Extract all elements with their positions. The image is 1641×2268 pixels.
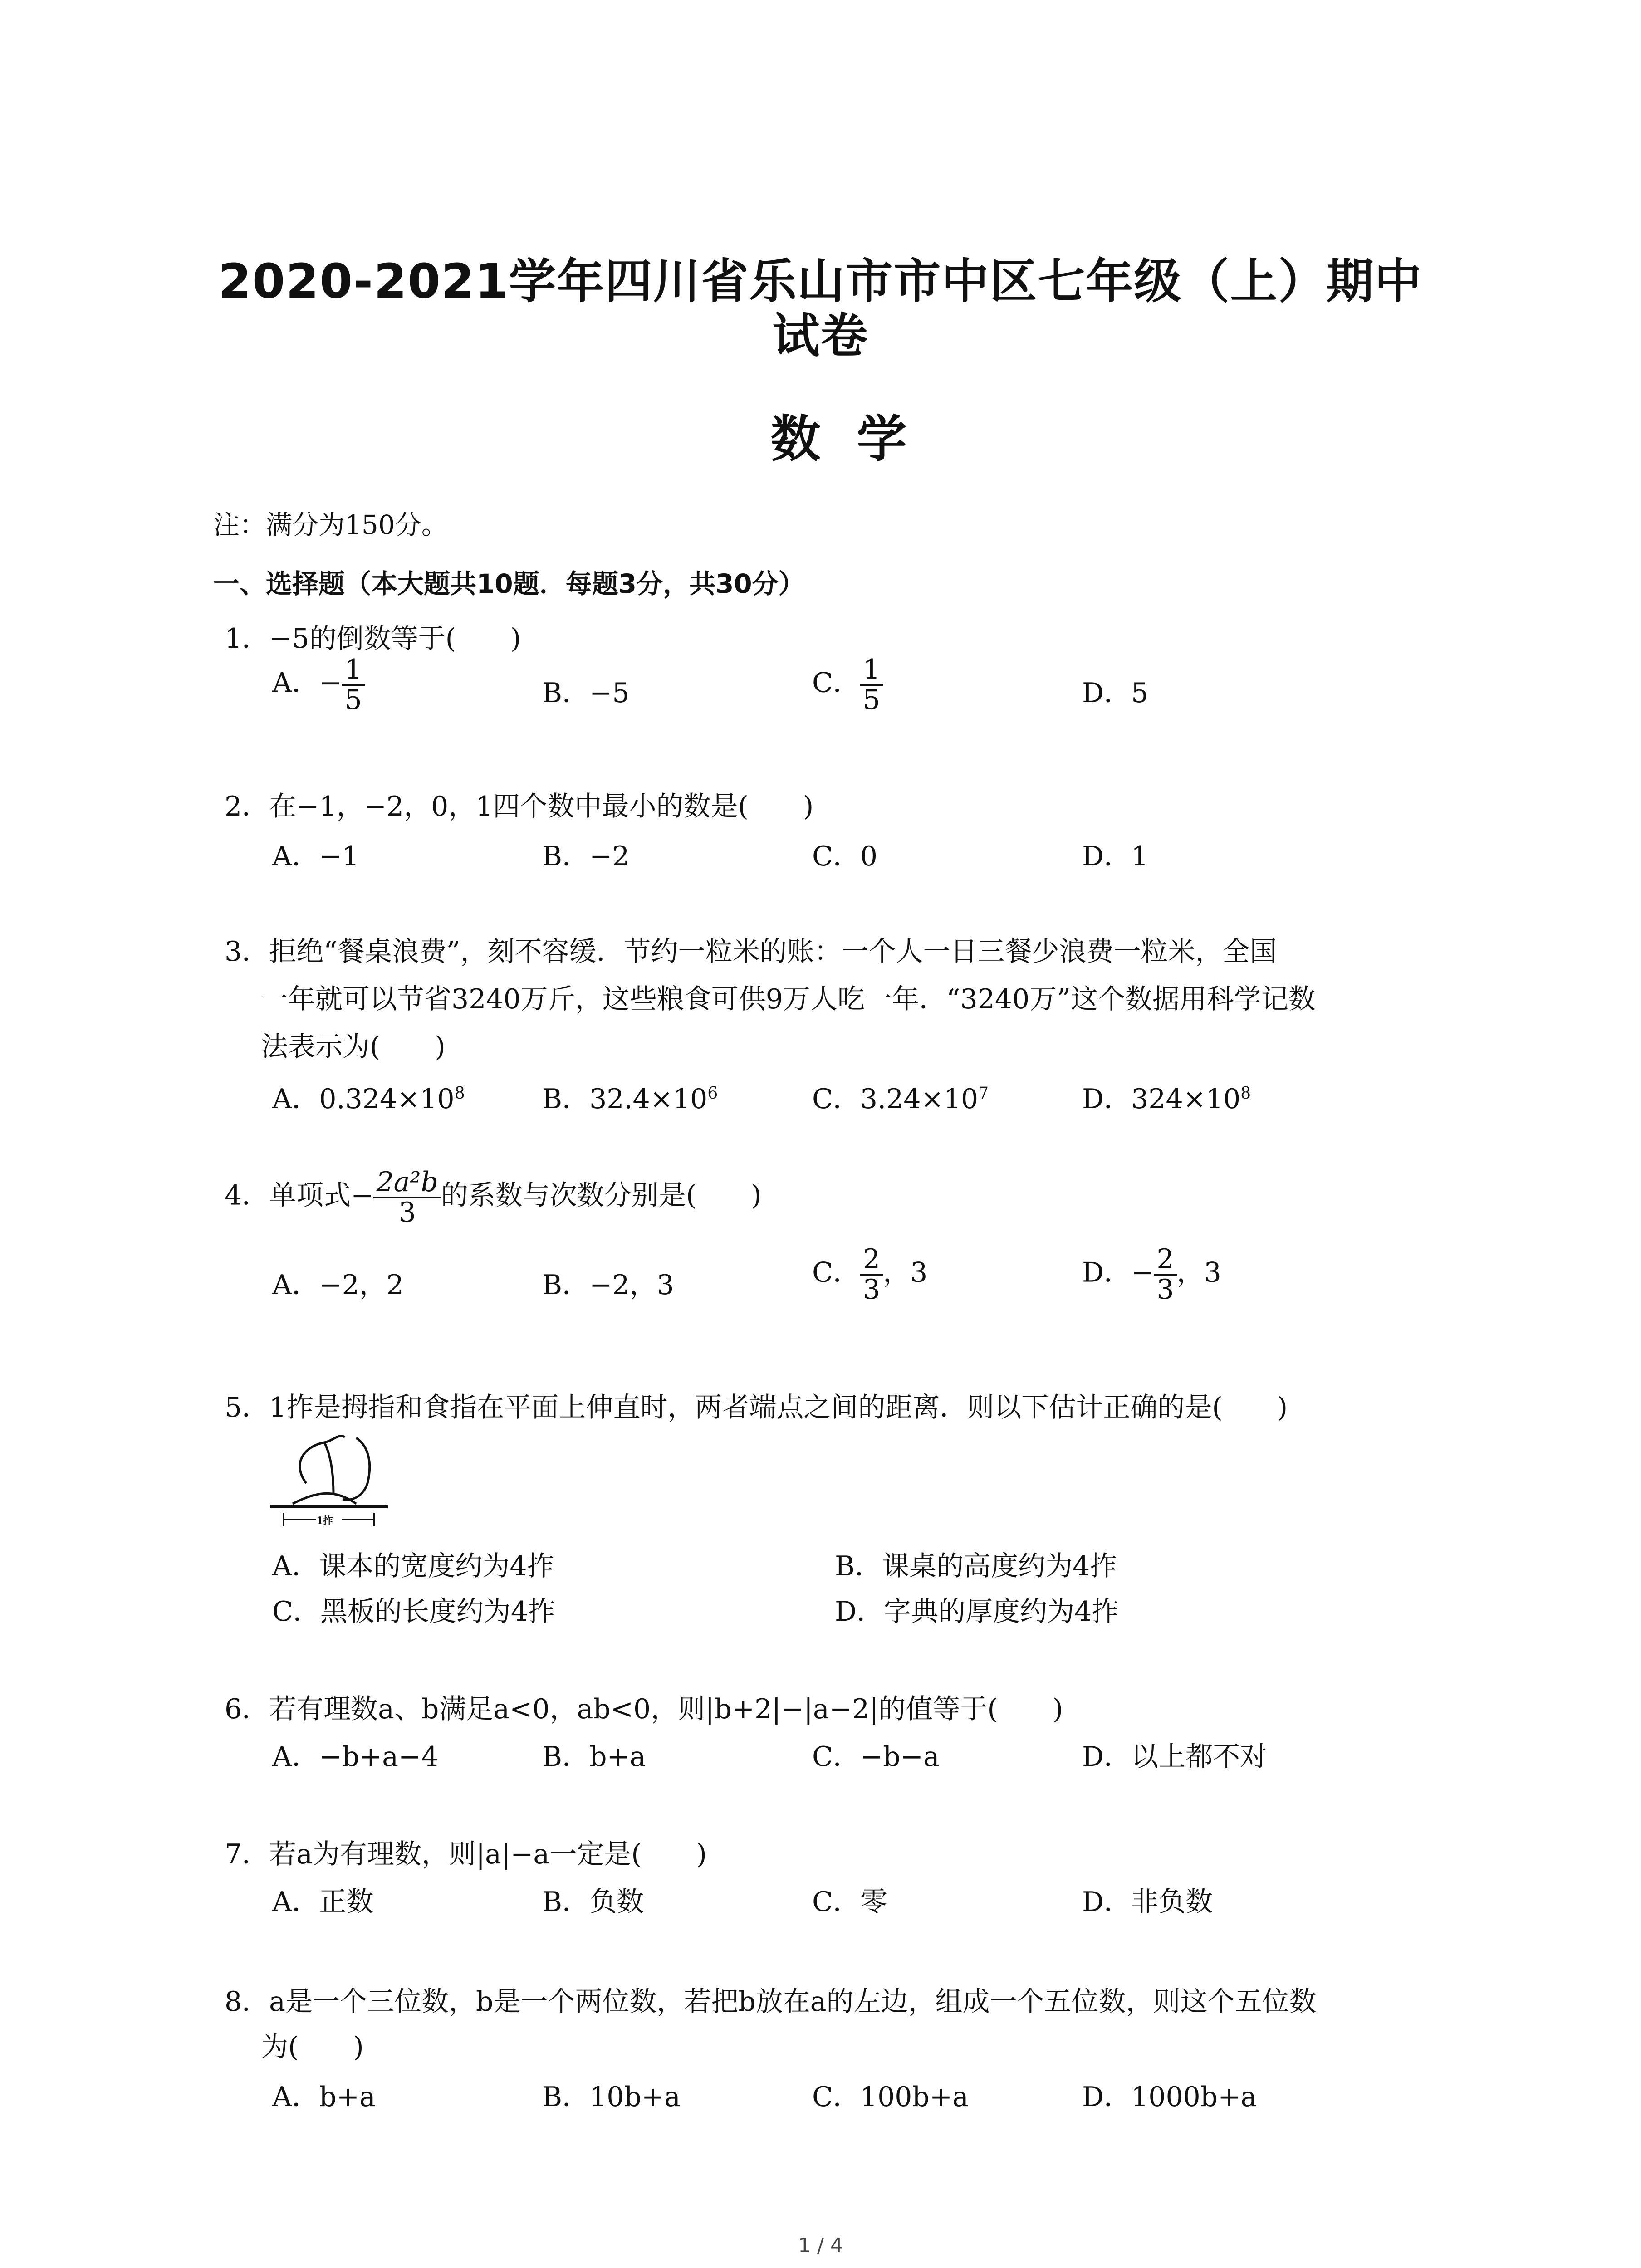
q3-option-d bbox=[1082, 1077, 1251, 1116]
base: 3.24×10 bbox=[860, 1083, 979, 1115]
exponent: 8 bbox=[1240, 1084, 1251, 1103]
q5-option-d: D．字典的厚度约为4拃 bbox=[835, 1596, 1119, 1628]
q7-option-d: D．非负数 bbox=[1082, 1886, 1213, 1918]
question-5: 5．1拃是拇指和食指在平面上伸直时，两者端点之间的距离．则以下估计正确的是( ) bbox=[225, 1392, 1288, 1423]
q6-option-c: C．−b−a bbox=[812, 1741, 940, 1773]
numerator: 1 bbox=[342, 655, 365, 686]
option-label: D．− bbox=[1082, 1256, 1154, 1289]
q8-option-c: C．100b+a bbox=[812, 2081, 969, 2113]
question-3-line1: 3．拒绝“餐桌浪费”，刻不容缓．节约一粒米的账：一个人一日三餐少浪费一粒米，全国 bbox=[225, 936, 1277, 968]
exponent: 6 bbox=[707, 1084, 718, 1103]
q1-option-d: D．5 bbox=[1082, 677, 1149, 709]
option-tail: ，3 bbox=[1176, 1256, 1221, 1289]
denominator: 5 bbox=[344, 684, 362, 716]
subject-heading: 数学 bbox=[770, 410, 943, 468]
q6-option-d: D．以上都不对 bbox=[1082, 1741, 1268, 1773]
q2-option-a: A．−1 bbox=[272, 841, 359, 872]
denominator: 3 bbox=[398, 1197, 416, 1228]
option-label: C． bbox=[812, 1083, 860, 1115]
q3-option-a bbox=[272, 1077, 465, 1116]
question-4 bbox=[225, 1168, 762, 1227]
option-tail: ，3 bbox=[883, 1256, 928, 1289]
q6-option-a: A．−b+a−4 bbox=[272, 1741, 439, 1773]
numerator: 2a²b bbox=[373, 1168, 441, 1198]
q5-option-b: B．课桌的高度约为4拃 bbox=[835, 1550, 1117, 1582]
q2-option-c: C．0 bbox=[812, 841, 878, 872]
question-2: 2．在−1，−2，0，1四个数中最小的数是( ) bbox=[225, 791, 814, 822]
q8-option-a: A．b+a bbox=[272, 2081, 376, 2113]
numerator: 2 bbox=[860, 1245, 883, 1276]
fraction bbox=[373, 1168, 441, 1227]
fraction bbox=[860, 655, 883, 714]
q6-option-b: B．b+a bbox=[542, 1741, 646, 1773]
fraction bbox=[1154, 1245, 1176, 1304]
q4-option-c bbox=[812, 1245, 927, 1304]
q4-option-a: A．−2，2 bbox=[272, 1269, 404, 1301]
option-label: C． bbox=[812, 1256, 860, 1289]
question-text: 的系数与次数分别是( ) bbox=[441, 1179, 762, 1212]
q7-option-c: C．零 bbox=[812, 1886, 887, 1918]
base: 324×10 bbox=[1131, 1083, 1241, 1115]
exponent: 8 bbox=[454, 1084, 465, 1103]
q2-option-d: D．1 bbox=[1082, 841, 1149, 872]
q4-option-b: B．−2，3 bbox=[542, 1269, 674, 1301]
question-8-line2: 为( ) bbox=[261, 2031, 364, 2063]
question-7: 7．若a为有理数，则|a|−a一定是( ) bbox=[225, 1838, 707, 1870]
q1-option-b: B．−5 bbox=[542, 677, 630, 709]
numerator: 2 bbox=[1154, 1245, 1176, 1276]
q8-option-d: D．1000b+a bbox=[1082, 2081, 1257, 2113]
base: 0.324×10 bbox=[319, 1083, 455, 1115]
option-label: C． bbox=[812, 667, 860, 699]
figure-label: 1拃 bbox=[316, 1515, 333, 1527]
q1-option-a bbox=[272, 655, 365, 714]
question-8-line1: 8．a是一个三位数，b是一个两位数，若把b放在a的左边，组成一个五位数，则这个五位数 bbox=[225, 1986, 1317, 2018]
question-1: 1．−5的倒数等于( ) bbox=[225, 623, 521, 655]
q5-option-c: C．黑板的长度约为4拃 bbox=[272, 1596, 556, 1628]
question-6: 6．若有理数a、b满足a<0，ab<0，则|b+2|−|a−2|的值等于( ) bbox=[225, 1693, 1063, 1725]
q7-option-b: B．负数 bbox=[542, 1886, 644, 1918]
option-label: A． bbox=[272, 1083, 319, 1115]
base: 32.4×10 bbox=[589, 1083, 708, 1115]
q3-option-b bbox=[542, 1077, 718, 1116]
q5-option-a: A．课本的宽度约为4拃 bbox=[272, 1550, 554, 1582]
question-text: 4．单项式− bbox=[225, 1179, 374, 1212]
option-label: B． bbox=[542, 1083, 590, 1115]
question-3-line2: 一年就可以节省3240万斤，这些粮食可供9万人吃一年．“3240万”这个数据用科学记数 bbox=[261, 983, 1316, 1015]
fraction bbox=[860, 1245, 883, 1304]
page-number: 1 / 4 bbox=[798, 2234, 843, 2257]
q7-option-a: A．正数 bbox=[272, 1886, 374, 1918]
score-note: 注：满分为150分。 bbox=[213, 509, 448, 540]
q2-option-b: B．−2 bbox=[542, 841, 630, 872]
fraction bbox=[342, 655, 365, 714]
exponent: 7 bbox=[978, 1084, 989, 1103]
denominator: 5 bbox=[862, 684, 881, 716]
numerator: 1 bbox=[860, 655, 883, 686]
question-3-line3: 法表示为( ) bbox=[261, 1031, 446, 1063]
exam-title-line1: 2020-2021学年四川省乐山市市中区七年级（上）期中 bbox=[218, 254, 1423, 309]
exam-title-line2: 试卷 bbox=[772, 308, 869, 363]
q4-option-d bbox=[1082, 1245, 1221, 1304]
q1-option-c bbox=[812, 655, 883, 714]
minus-sign: − bbox=[319, 667, 342, 699]
option-label: D． bbox=[1082, 1083, 1132, 1115]
q3-option-c bbox=[812, 1077, 989, 1116]
section-heading-choice: 一、选择题（本大题共10题．每题3分，共30分） bbox=[213, 568, 805, 599]
denominator: 3 bbox=[1156, 1274, 1174, 1305]
option-label: A． bbox=[272, 667, 319, 699]
denominator: 3 bbox=[862, 1274, 881, 1305]
q8-option-b: B．10b+a bbox=[542, 2081, 681, 2113]
